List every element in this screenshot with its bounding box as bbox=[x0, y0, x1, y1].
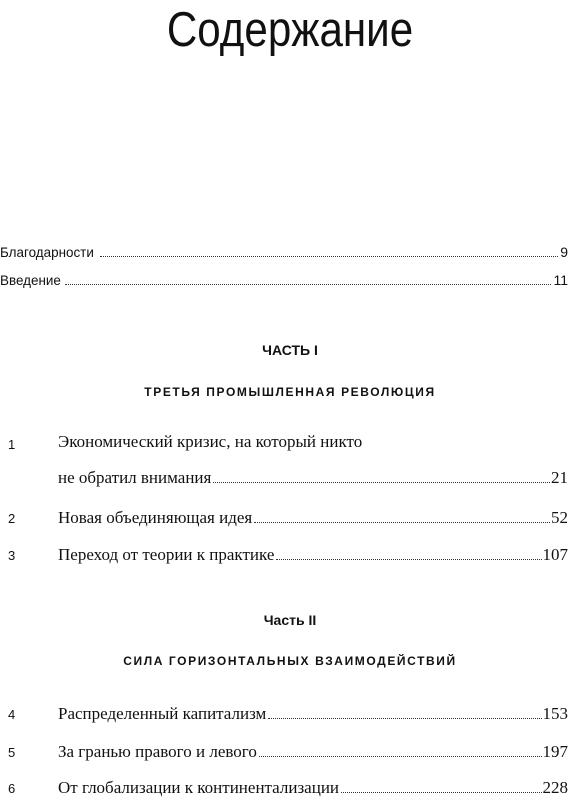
toc-page-number: 52 bbox=[551, 508, 568, 527]
dot-leader bbox=[100, 256, 558, 257]
toc-entry-label: Переход от теории к практике bbox=[58, 545, 275, 564]
toc-page-number: 197 bbox=[542, 742, 568, 761]
chapter-title-line[interactable]: Экономический кризис, на который никто bbox=[58, 432, 363, 451]
chapter-number: 2 bbox=[8, 511, 16, 526]
chapter-number: 1 bbox=[8, 437, 16, 452]
toc-entry-chapter-6[interactable] bbox=[58, 778, 568, 798]
toc-entry-chapter-3[interactable] bbox=[58, 545, 568, 565]
chapter-number: 4 bbox=[8, 707, 16, 722]
part-heading: Часть II bbox=[263, 612, 317, 628]
toc-entry-chapter-5[interactable] bbox=[58, 742, 568, 762]
toc-entry-label: Введение bbox=[0, 272, 61, 288]
dot-leader bbox=[341, 792, 541, 793]
dot-leader bbox=[213, 482, 550, 483]
page-title: Содержание bbox=[166, 3, 414, 57]
toc-entry-label: Новая объединяющая идея bbox=[58, 508, 253, 527]
toc-page-number: 11 bbox=[553, 272, 568, 288]
toc-page-number: 107 bbox=[542, 545, 568, 564]
part-subtitle: ТРЕТЬЯ ПРОМЫШЛЕННАЯ РЕВОЛЮЦИЯ bbox=[144, 385, 436, 399]
toc-page-number: 21 bbox=[551, 468, 568, 487]
toc-page-number: 153 bbox=[542, 704, 568, 723]
toc-entry-chapter-2[interactable] bbox=[58, 508, 568, 528]
toc-entry-chapter-1[interactable] bbox=[58, 468, 568, 488]
toc-entry-acknowledgements[interactable] bbox=[0, 240, 568, 262]
dot-leader bbox=[259, 756, 542, 757]
toc-entry-label: За гранью правого и левого bbox=[58, 742, 257, 761]
chapter-number: 3 bbox=[8, 548, 16, 563]
dot-leader bbox=[65, 284, 551, 285]
toc-page-number: 228 bbox=[542, 778, 568, 797]
dot-leader bbox=[254, 522, 550, 523]
dot-leader bbox=[276, 559, 541, 560]
toc-entry-introduction[interactable] bbox=[0, 268, 568, 290]
toc-entry-chapter-4[interactable] bbox=[58, 704, 568, 724]
toc-page-number: 9 bbox=[560, 244, 568, 260]
chapter-number: 6 bbox=[8, 781, 16, 796]
toc-entry-label: Благодарности bbox=[0, 244, 94, 260]
chapter-number: 5 bbox=[8, 745, 16, 760]
part-subtitle: СИЛА ГОРИЗОНТАЛЬНЫХ ВЗАИМОДЕЙСТВИЙ bbox=[123, 654, 457, 668]
dot-leader bbox=[268, 718, 541, 719]
toc-entry-label: Распределенный капитализм bbox=[58, 704, 267, 723]
toc-entry-label: не обратил внимания bbox=[58, 468, 212, 487]
part-heading: ЧАСТЬ I bbox=[262, 342, 318, 358]
toc-entry-label: От глобализации к континентализации bbox=[58, 778, 340, 797]
